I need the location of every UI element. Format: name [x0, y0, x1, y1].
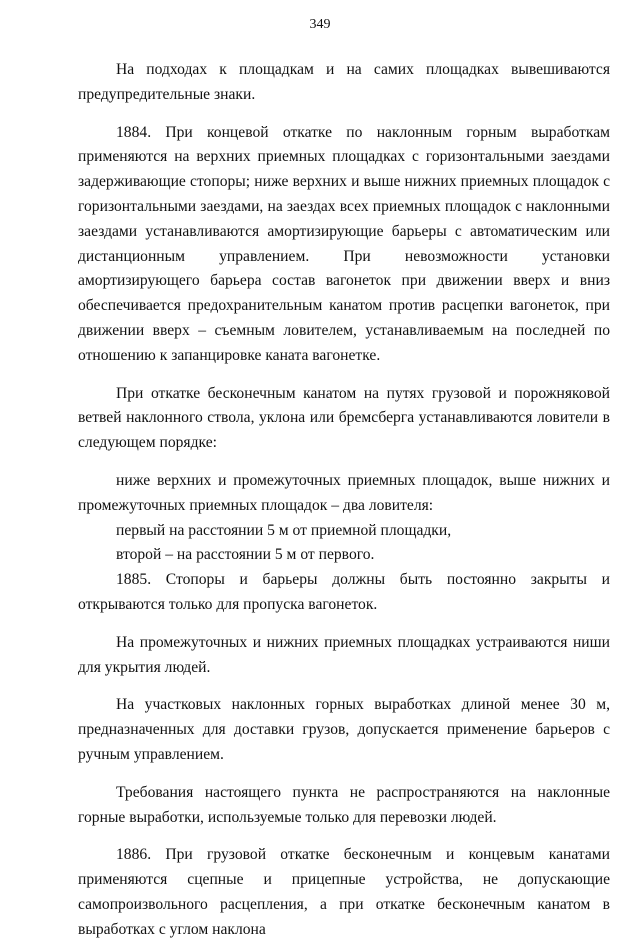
paragraph-1885: 1885. Стопоры и барьеры должны быть постоянно закрыты и открываются только для пропуска вагонеток. [78, 571, 610, 613]
paragraph-first-catcher: первый на расстоянии 5 м от приемной площадки, [116, 521, 452, 539]
paragraph-1884: 1884. При концевой откатке по наклонным горным выработкам применяются на верхних приемных площадках с горизонтальными заездами задерживающие стопоры; ниже верхних и выше нижних приемных площадок с горизонтальными заездами, на заездах всех приемных площадок с наклонными заездами устанавливаются амортизирующие барьеры с автоматическим или дистанционным управлением. При невозможности установки амортизирующего барьера состав вагонеток при движении вверх и вниз обеспечивается предохранительным канатом против расцепки вагонеток, при движении вверх – съемным ловителем, устанавливаемым на последней по отношению к запанцировке каната вагонетке. [78, 123, 610, 364]
paragraph-second-catcher: второй – на расстоянии 5 м от первого. [116, 546, 375, 564]
paragraph-catchers-location: ниже верхних и промежуточных приемных площадок, выше нижних и промежуточных приемных площадок – два ловителя: [78, 471, 610, 514]
paragraph-exception: Требования настоящего пункта не распространяются на наклонные горные выработки, используемые только для перевозки людей. [78, 783, 610, 826]
paragraph-manual-barriers: На участковых наклонных горных выработках длиной менее 30 м, предназначенных для доставки грузов, допускается применение барьеров с ручным управлением. [78, 696, 610, 763]
paragraph-warning-signs: На подходах к площадкам и на самих площадках вывешиваются предупредительные знаки. [78, 61, 610, 103]
paragraph-1886: 1886. При грузовой откатке бесконечным и концевым канатами применяются сцепные и прицепные устройства, не допускающие самопроизвольного расцепления, а при откатке бесконечным канатом в выработках с углом наклона [78, 846, 610, 938]
paragraph-endless-rope: При откатке бесконечным канатом на путях грузовой и порожняковой ветвей наклонного ствола, уклона или бремсберга устанавливаются ловители в следующем порядке: [78, 384, 610, 452]
paragraph-niches: На промежуточных и нижних приемных площадках устраиваются ниши для укрытия людей. [78, 633, 610, 676]
page-number: 349 [309, 17, 331, 32]
body-text [78, 58, 610, 943]
